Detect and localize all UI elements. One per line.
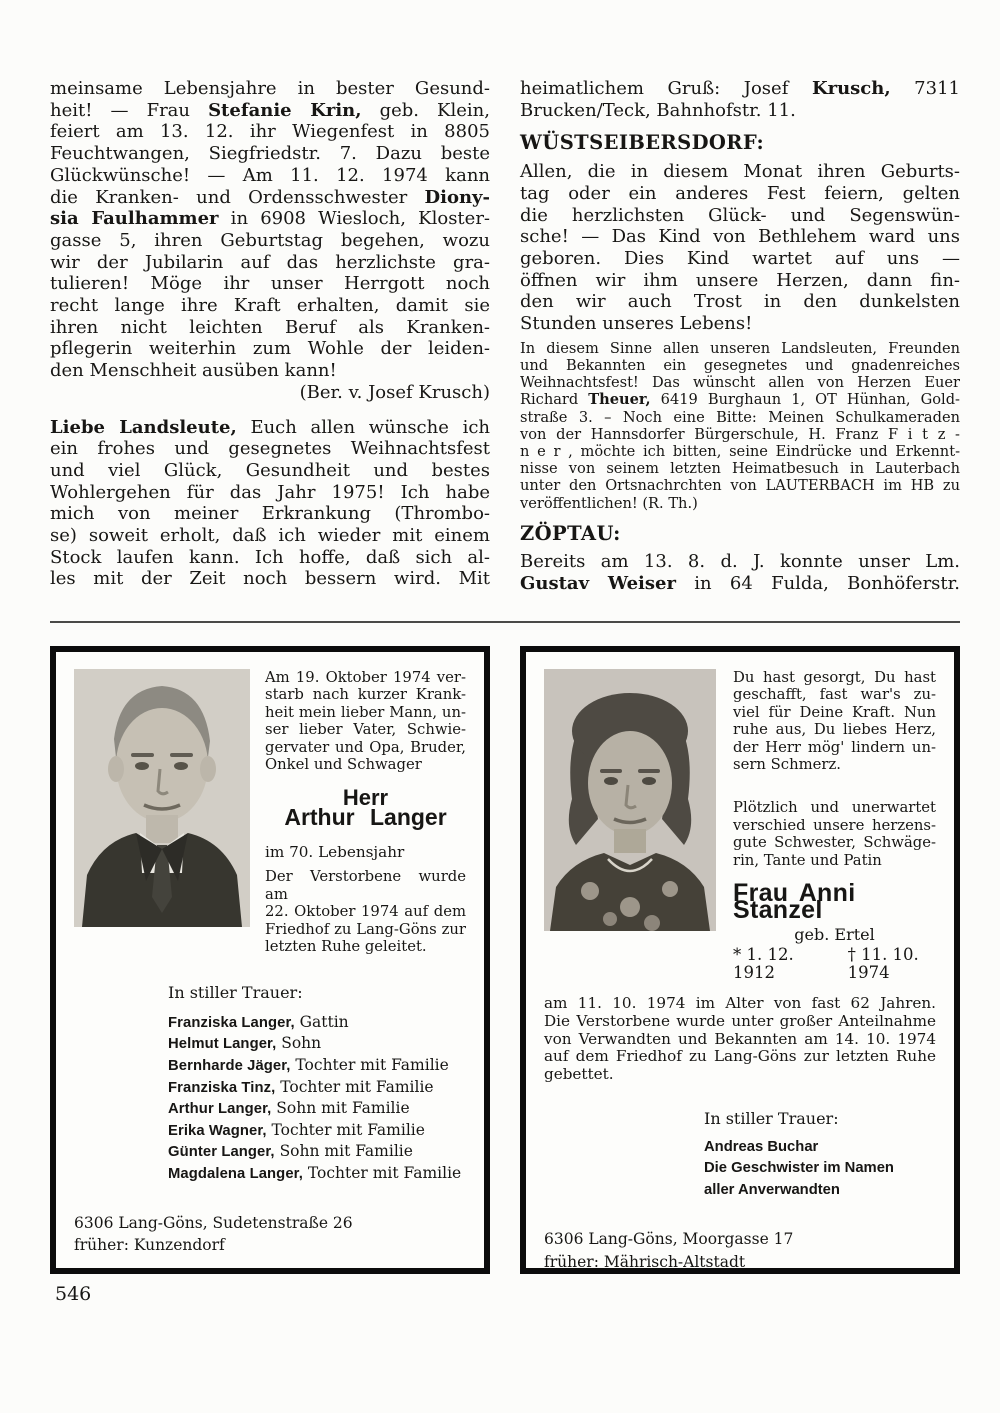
maiden-name: geb. Ertel: [794, 924, 875, 944]
text-line: sern Schmerz.: [733, 755, 841, 773]
text-line: Richard Theuer, 6419 Burghaun 1, OT Hünhan, Gold-: [520, 391, 960, 409]
text-line: nisse von seinem letzten Heimatbesuch in Lauterbach: [520, 460, 960, 478]
text-line: ihren nicht leichten Beruf als Kranken-: [50, 316, 490, 338]
text-line: In diesem Sinne allen unseren Landsleuten, Freunden: [520, 339, 960, 357]
burial-paragraph: [265, 868, 466, 956]
mourner-entry: Magdalena Langer, Tochter mit Familie: [168, 1164, 462, 1183]
text-line: Du hast gesorgt, Du hast: [733, 668, 936, 686]
address-line: früher: Kunzendorf: [74, 1236, 225, 1255]
right-column: [520, 78, 960, 595]
burial-paragraph: [544, 995, 936, 1084]
mourner-entry: Günter Langer, Sohn mit Familie: [168, 1142, 413, 1161]
text-line: die herzlichsten Glück- und Segenswün-: [520, 204, 960, 226]
text-line: meinsame Lebensjahre in bester Gesund-: [50, 78, 490, 99]
text-line: aller Anverwandten: [704, 1181, 840, 1198]
page-number: 546: [55, 1283, 92, 1305]
text-line: Weihnachtsfest! Das wünscht allen von Herzen Euer: [520, 374, 960, 392]
page-content: [50, 78, 960, 1274]
text-line: die Kranken- und Ordensschwester Diony-: [50, 186, 490, 208]
text-line: Plötzlich und unerwartet: [733, 799, 936, 817]
text-line: Glückwünsche! — Am 11. 12. 1974 kann: [50, 164, 490, 186]
column-intro: [520, 78, 960, 121]
text-line: wir der Jubilarin auf das herzlichste gra-: [50, 251, 490, 273]
text-line: heit! — Frau Stefanie Krin, geb. Klein,: [50, 99, 490, 121]
mourner-entry: Arthur Langer, Sohn mit Familie: [168, 1099, 410, 1118]
text-line: letzten Ruhe geleitet.: [265, 938, 427, 956]
text-line: Allen, die in diesem Monat ihren Geburts-: [520, 161, 960, 183]
mourner-list: [704, 1137, 936, 1202]
text-line: heimatlichem Gruß: Josef Krusch, 7311: [520, 78, 960, 99]
text-line: gebettet.: [544, 1065, 614, 1084]
text-line: feiert am 13. 12. ihr Wiegenfest in 8805: [50, 121, 490, 143]
death-date: † 11. 10. 1974: [847, 945, 919, 982]
text-line: Brucken/Teck, Bahnhofstr. 11.: [520, 99, 796, 121]
text-line: tag oder ein anderes Fest feiern, gelten: [520, 182, 960, 204]
greeting-paragraph-1: [50, 78, 490, 404]
text-line: straße 3. – Noch eine Bitte: Meinen Schulkameraden: [520, 408, 960, 426]
text-line: Wohlergehen für das Jahr 1975! Ich habe: [50, 481, 490, 503]
age-line: im 70. Lebensjahr: [265, 842, 405, 861]
text-line: sia Faulhammer in 6908 Wiesloch, Kloster-: [50, 208, 491, 230]
mourner-entry: Bernharde Jäger, Tochter mit Familie: [168, 1056, 449, 1075]
text-line: heit mein lieber Mann, un-: [265, 703, 466, 721]
text-line: Liebe Landsleute, Euch allen wünsche ich: [50, 416, 490, 438]
text-line: Feuchtwangen, Siegfriedstr. 7. Dazu beste: [50, 143, 490, 165]
text-line: gasse 5, ihren Geburtstag begehen, wozu: [50, 229, 490, 251]
obituary-left-text-column: [250, 669, 466, 956]
deceased-name: Frau Anni Stanzel: [733, 878, 856, 925]
greeting-paragraph-2: [50, 417, 490, 591]
address-block: [74, 1212, 466, 1257]
deceased-title: Herr: [342, 784, 389, 810]
text-line: geboren. Dies Kind wartet auf uns —: [520, 247, 960, 269]
address-block: [544, 1228, 936, 1273]
text-line: gute Schwester, Schwäge-: [733, 834, 936, 852]
text-line: Friedhof zu Lang-Göns zur: [265, 920, 466, 938]
text-line: Gustav Weiser in 64 Fulda, Bonhöferstr.: [520, 573, 960, 595]
mourning-label: In stiller Trauer:: [168, 982, 303, 1002]
text-line: den wir auch Trost in den dunkelsten: [520, 291, 960, 313]
mourner-entry: Franziska Tinz, Tochter mit Familie: [168, 1077, 434, 1096]
memorial-verse: [733, 669, 936, 773]
text-line: Der Verstorbene wurde am: [265, 868, 466, 903]
text-line: veröffentlichen! (R. Th.): [520, 494, 698, 512]
text-line: verschied unsere herzens-: [733, 816, 936, 834]
text-line: Stock laufen kann. Ich hoffe, daß sich al-: [50, 546, 490, 568]
address-line: früher: Mährisch-Altstadt: [544, 1252, 746, 1271]
text-line: und Bekannten ein gesegnetes und gnadenreiches: [520, 356, 960, 374]
text-line: ser lieber Vater, Schwie-: [265, 721, 466, 739]
text-line: und viel Glück, Gesundheit und bestes: [50, 459, 490, 481]
obituary-intro: [265, 669, 466, 774]
text-line: unter den Ortsnachrchten von LAUTERBACH im HB zu: [520, 477, 960, 495]
text-line: sche! — Das Kind von Bethlehem ward uns: [520, 226, 960, 248]
text-line: Bereits am 13. 8. d. J. konnte unser Lm.: [520, 551, 960, 573]
obituary-anni-stanzel: [520, 646, 960, 1274]
section-header-zoeptau: ZÖPTAU:: [520, 521, 621, 545]
wuestseibersdorf-paragraph: [520, 161, 960, 335]
address-line: 6306 Lang-Göns, Sudetenstraße 26: [74, 1213, 353, 1232]
zoeptau-paragraph: [520, 551, 960, 594]
obituary-right-text-column: [716, 669, 936, 981]
text-line: gervater und Opa, Bruder,: [265, 738, 466, 756]
obituary-boxes: [50, 646, 960, 1274]
portrait-photo-woman: [544, 669, 716, 931]
text-line: tulieren! Möge ihr unser Herrgott noch: [50, 273, 490, 295]
text-line: öffnen wir ihm unsere Herzen, dann fin-: [520, 269, 960, 291]
mourner-entry: Franziska Langer, Gattin: [168, 1012, 349, 1031]
obituary-intro: [733, 799, 936, 869]
text-line: mich von meiner Erkrankung (Thrombo-: [50, 503, 490, 525]
text-line: les mit der Zeit noch bessern wird. Mit: [50, 568, 490, 590]
mourner-entry: Erika Wagner, Tochter mit Familie: [168, 1120, 425, 1139]
text-line: (Ber. v. Josef Krusch): [299, 381, 490, 403]
life-dates: [733, 946, 936, 981]
text-line: Stunden unseres Lebens!: [520, 313, 753, 335]
text-line: Die Geschwister im Namen: [704, 1160, 894, 1177]
left-column: [50, 78, 490, 595]
mourner-list: [168, 1012, 466, 1185]
section-divider: [50, 621, 960, 623]
text-line: ein frohes und gesegnetes Weihnachtsfest: [50, 438, 490, 460]
text-line: Andreas Buchar: [704, 1138, 819, 1155]
text-line: Onkel und Schwager: [265, 756, 422, 774]
text-line: recht lange ihre Kraft erhalten, damit sie: [50, 295, 490, 317]
obituary-arthur-langer: [50, 646, 490, 1274]
birth-date: * 1. 12. 1912: [733, 945, 794, 982]
address-line: 6306 Lang-Göns, Moorgasse 17: [544, 1230, 794, 1249]
text-line: Die Verstorbene wurde unter großer Anteilnahme: [544, 1011, 936, 1030]
text-line: von Verwandten und Bekannten am 14. 10. 1974: [544, 1029, 936, 1048]
text-line: geschafft, fast war's zu-: [733, 686, 936, 704]
text-line: n e r , möchte ich bitten, seine Eindrücke und Erkennt-: [520, 442, 960, 460]
section-header-wuestseibersdorf: WÜSTSEIBERSDORF:: [520, 131, 765, 155]
mourner-entry: Helmut Langer, Sohn: [168, 1034, 322, 1053]
portrait-photo-man: [74, 669, 250, 927]
text-line: am 11. 10. 1974 im Alter von fast 62 Jahren.: [544, 993, 936, 1012]
text-line: starb nach kurzer Krank-: [265, 686, 466, 704]
text-line: pflegerin weiterhin zum Wohle der leiden-: [50, 338, 490, 360]
text-line: viel für Deine Kraft. Nun: [733, 703, 936, 721]
text-line: Am 19. Oktober 1974 ver-: [265, 668, 466, 686]
text-line: 22. Oktober 1974 auf dem: [265, 903, 466, 921]
wuestseibersdorf-small-paragraph: [520, 340, 960, 512]
text-line: der Herr mög' lindern un-: [733, 738, 936, 756]
deceased-name: Arthur Langer: [284, 804, 447, 831]
text-line: auf dem Friedhof zu Lang-Göns zur letzten Ruhe: [544, 1047, 936, 1066]
text-line: ruhe aus, Du liebes Herz,: [733, 721, 936, 739]
text-line: rin, Tante und Patin: [733, 851, 882, 869]
mourning-label: In stiller Trauer:: [704, 1108, 839, 1128]
text-line: von der Hannsdorfer Bürgerschule, H. Franz F i t z -: [520, 425, 960, 443]
text-line: den Menschheit ausüben kann!: [50, 360, 337, 382]
top-text-columns: [50, 78, 960, 595]
text-line: se) soweit erholt, daß ich wieder mit einem: [50, 525, 490, 547]
